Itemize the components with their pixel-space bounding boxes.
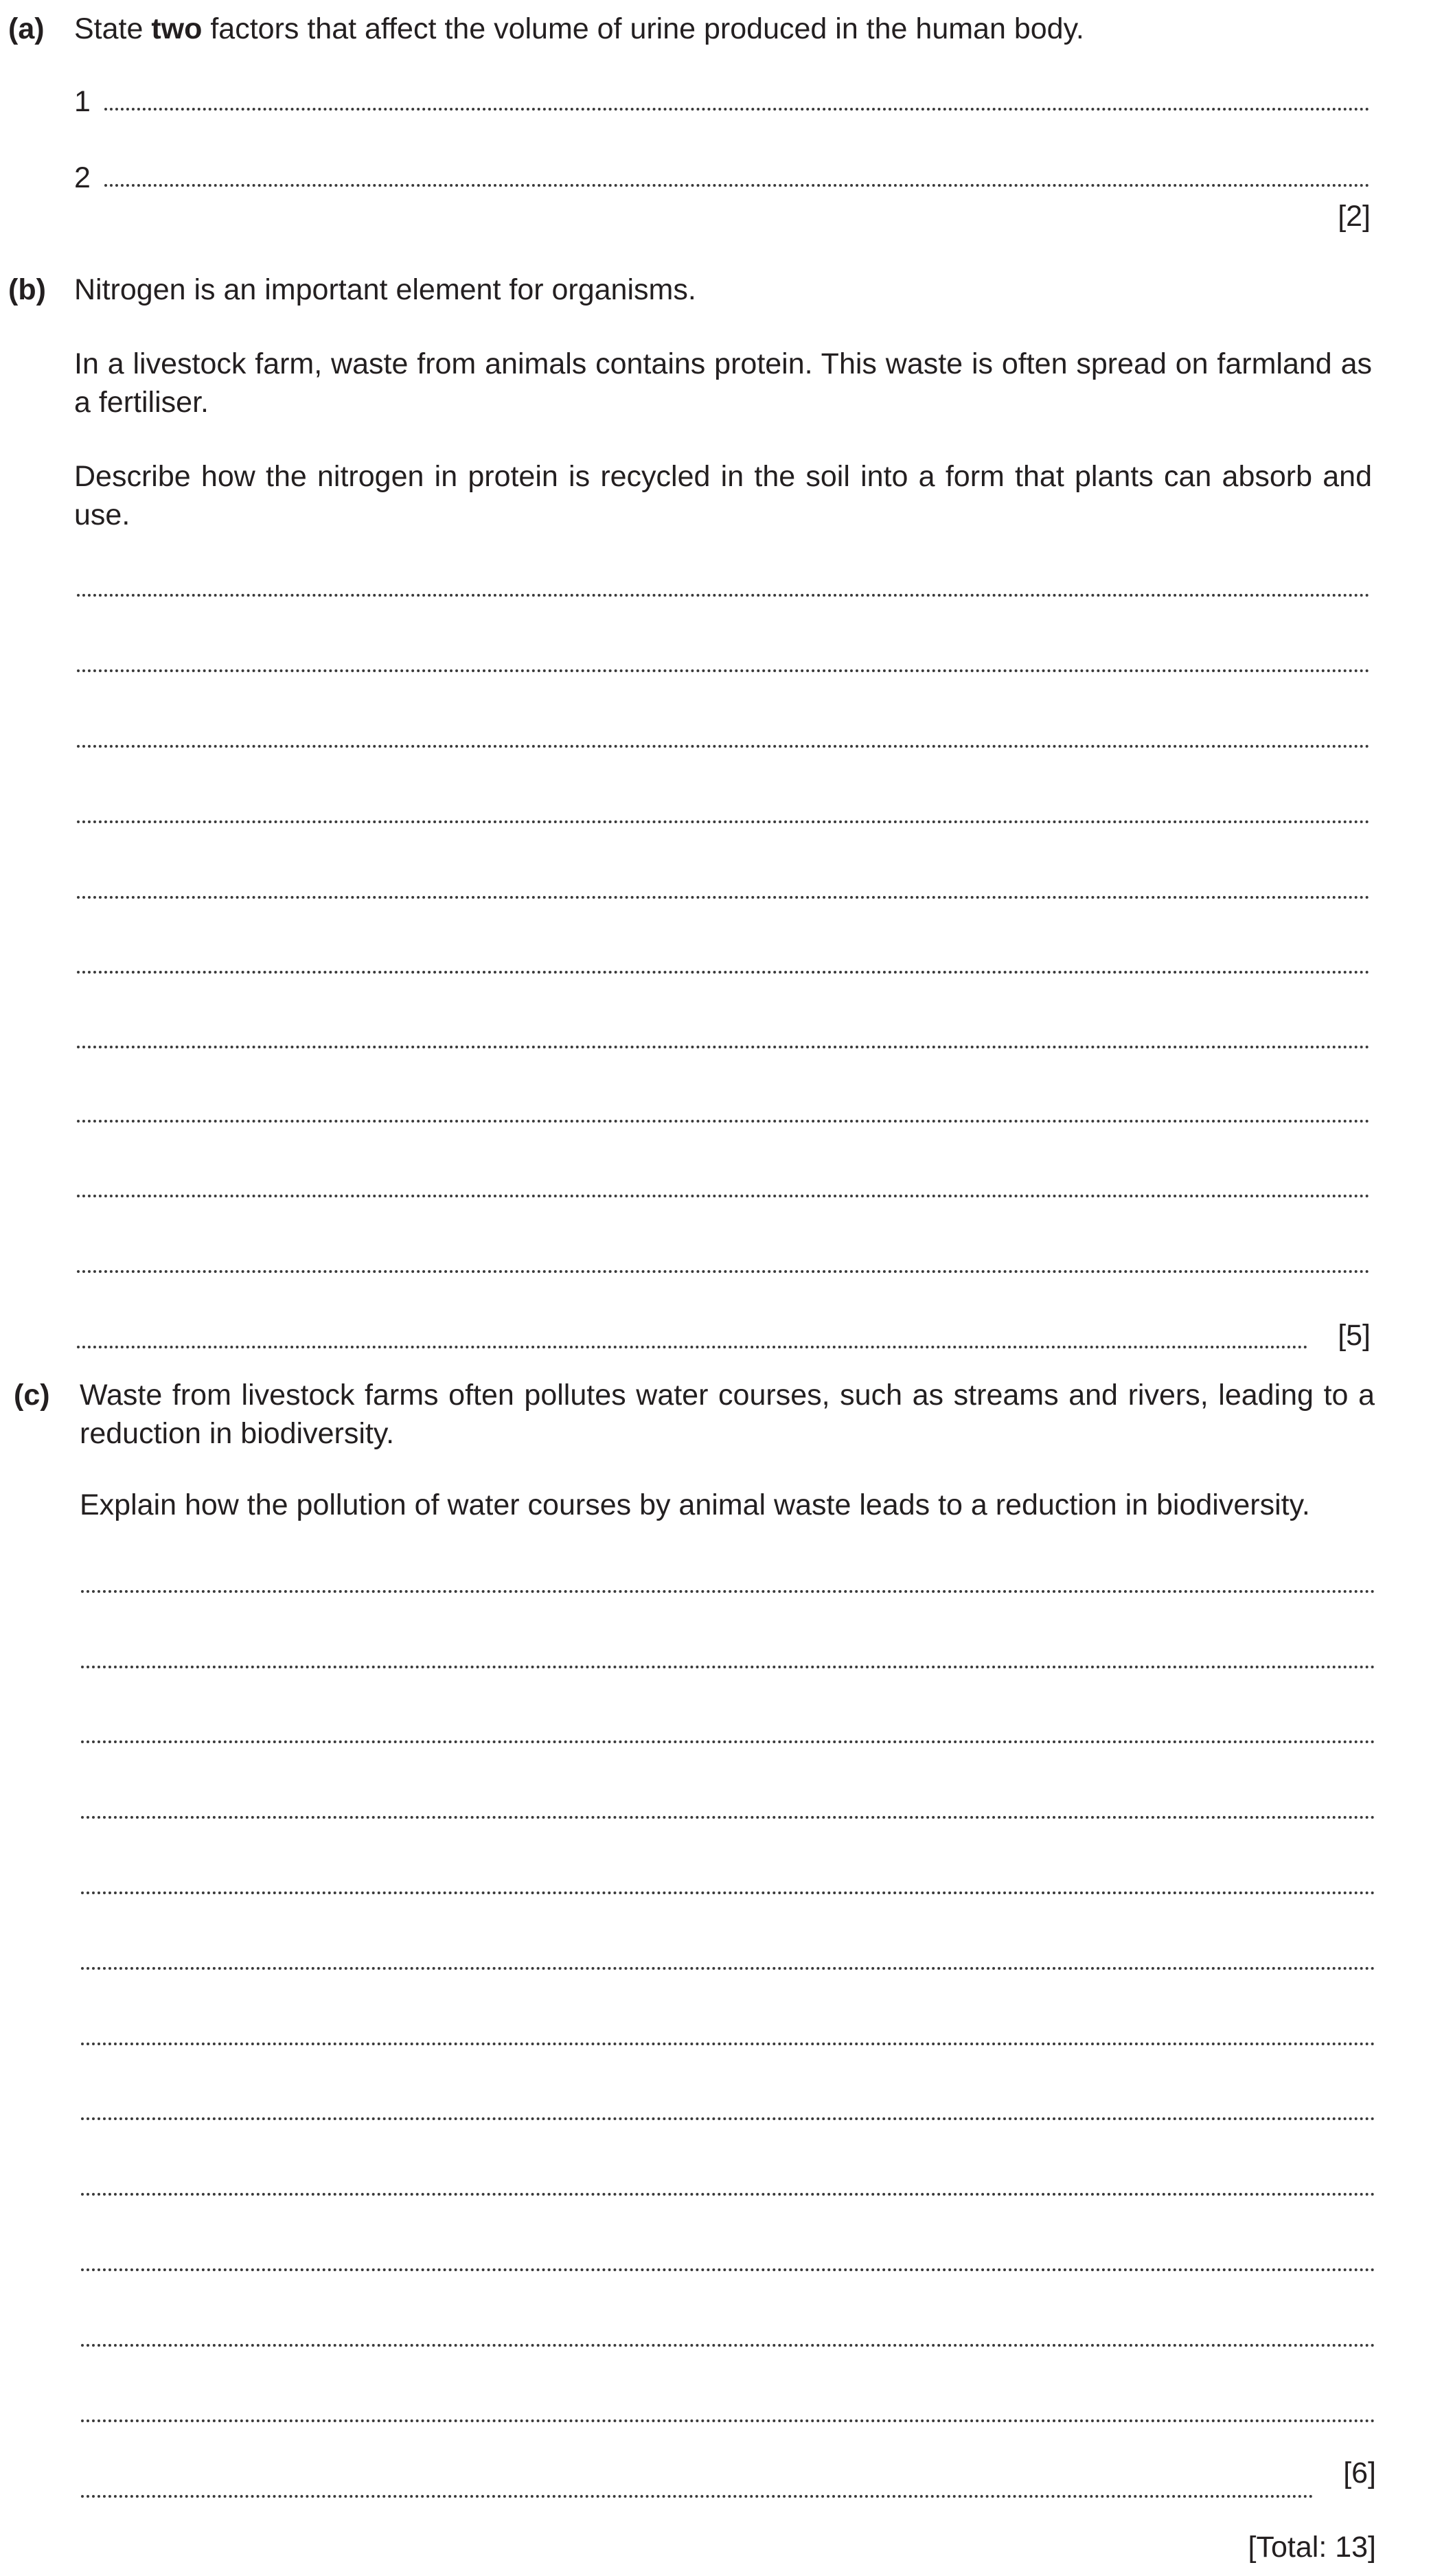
part-b-answer-line[interactable]: [77, 745, 1370, 748]
part-c-answer-line[interactable]: [81, 1590, 1375, 1593]
part-c-answer-line[interactable]: [81, 2419, 1375, 2422]
part-b-answer-line[interactable]: [77, 820, 1370, 823]
part-a-question-bold: two: [151, 12, 203, 45]
part-a-answer-line-1[interactable]: [104, 108, 1370, 111]
part-c-answer-line[interactable]: [81, 2117, 1375, 2120]
total-marks: [Total: 13]: [1248, 2531, 1376, 2564]
part-c-context: Waste from livestock farms often pollutes water courses, such as streams and rivers, leading to a reduction in biodiversity.: [80, 1379, 1375, 1450]
part-c-marks: [6]: [1343, 2457, 1376, 2489]
part-c-question: Explain how the pollution of water courses by animal waste leads to a reduction in biodiversity.: [80, 1488, 1310, 1521]
part-c-answer-line[interactable]: [81, 2344, 1375, 2347]
part-c-answer-line[interactable]: [81, 1666, 1375, 1668]
part-b-answer-line[interactable]: [77, 1120, 1370, 1123]
part-b-context: In a livestock farm, waste from animals contains protein. This waste is often spread on farmland as a fertiliser.: [74, 347, 1372, 419]
part-b-answer-line[interactable]: [77, 1346, 1308, 1348]
part-c-answer-line[interactable]: [81, 2495, 1314, 2498]
part-c-answer-line[interactable]: [81, 1891, 1375, 1894]
part-c-label: (c): [14, 1379, 50, 1412]
part-b-answer-line[interactable]: [77, 594, 1370, 597]
part-a-question: [74, 10, 1379, 48]
part-a-question-post: factors that affect the volume of urine produced in the human body.: [202, 12, 1084, 45]
part-a-question-pre: State: [74, 12, 152, 45]
part-c-answer-line[interactable]: [81, 2193, 1375, 2196]
part-b-answer-line[interactable]: [77, 1046, 1370, 1048]
part-c-answer-line[interactable]: [81, 2268, 1375, 2271]
part-c-answer-line[interactable]: [81, 2043, 1375, 2045]
part-b-intro: Nitrogen is an important element for organisms.: [74, 273, 696, 306]
part-b-answer-line[interactable]: [77, 669, 1370, 672]
part-c-answer-line[interactable]: [81, 1740, 1375, 1743]
part-b-question: Describe how the nitrogen in protein is recycled in the soil into a form that plants can absorb and use.: [74, 460, 1372, 531]
part-a-line-number-1: 1: [74, 85, 91, 118]
part-c-answer-line[interactable]: [81, 1967, 1375, 1970]
part-c-answer-line[interactable]: [81, 1816, 1375, 1819]
part-b-answer-line[interactable]: [77, 896, 1370, 899]
part-b-answer-line[interactable]: [77, 1195, 1370, 1197]
part-b-answer-line[interactable]: [77, 971, 1370, 974]
part-b-label: (b): [8, 273, 46, 306]
part-a-line-number-2: 2: [74, 161, 91, 194]
part-b-marks: [5]: [1338, 1319, 1371, 1352]
part-a-answer-line-2[interactable]: [104, 184, 1370, 187]
part-a-label: (a): [8, 12, 45, 45]
part-b-answer-line[interactable]: [77, 1270, 1370, 1273]
part-a-marks: [2]: [1338, 200, 1371, 233]
